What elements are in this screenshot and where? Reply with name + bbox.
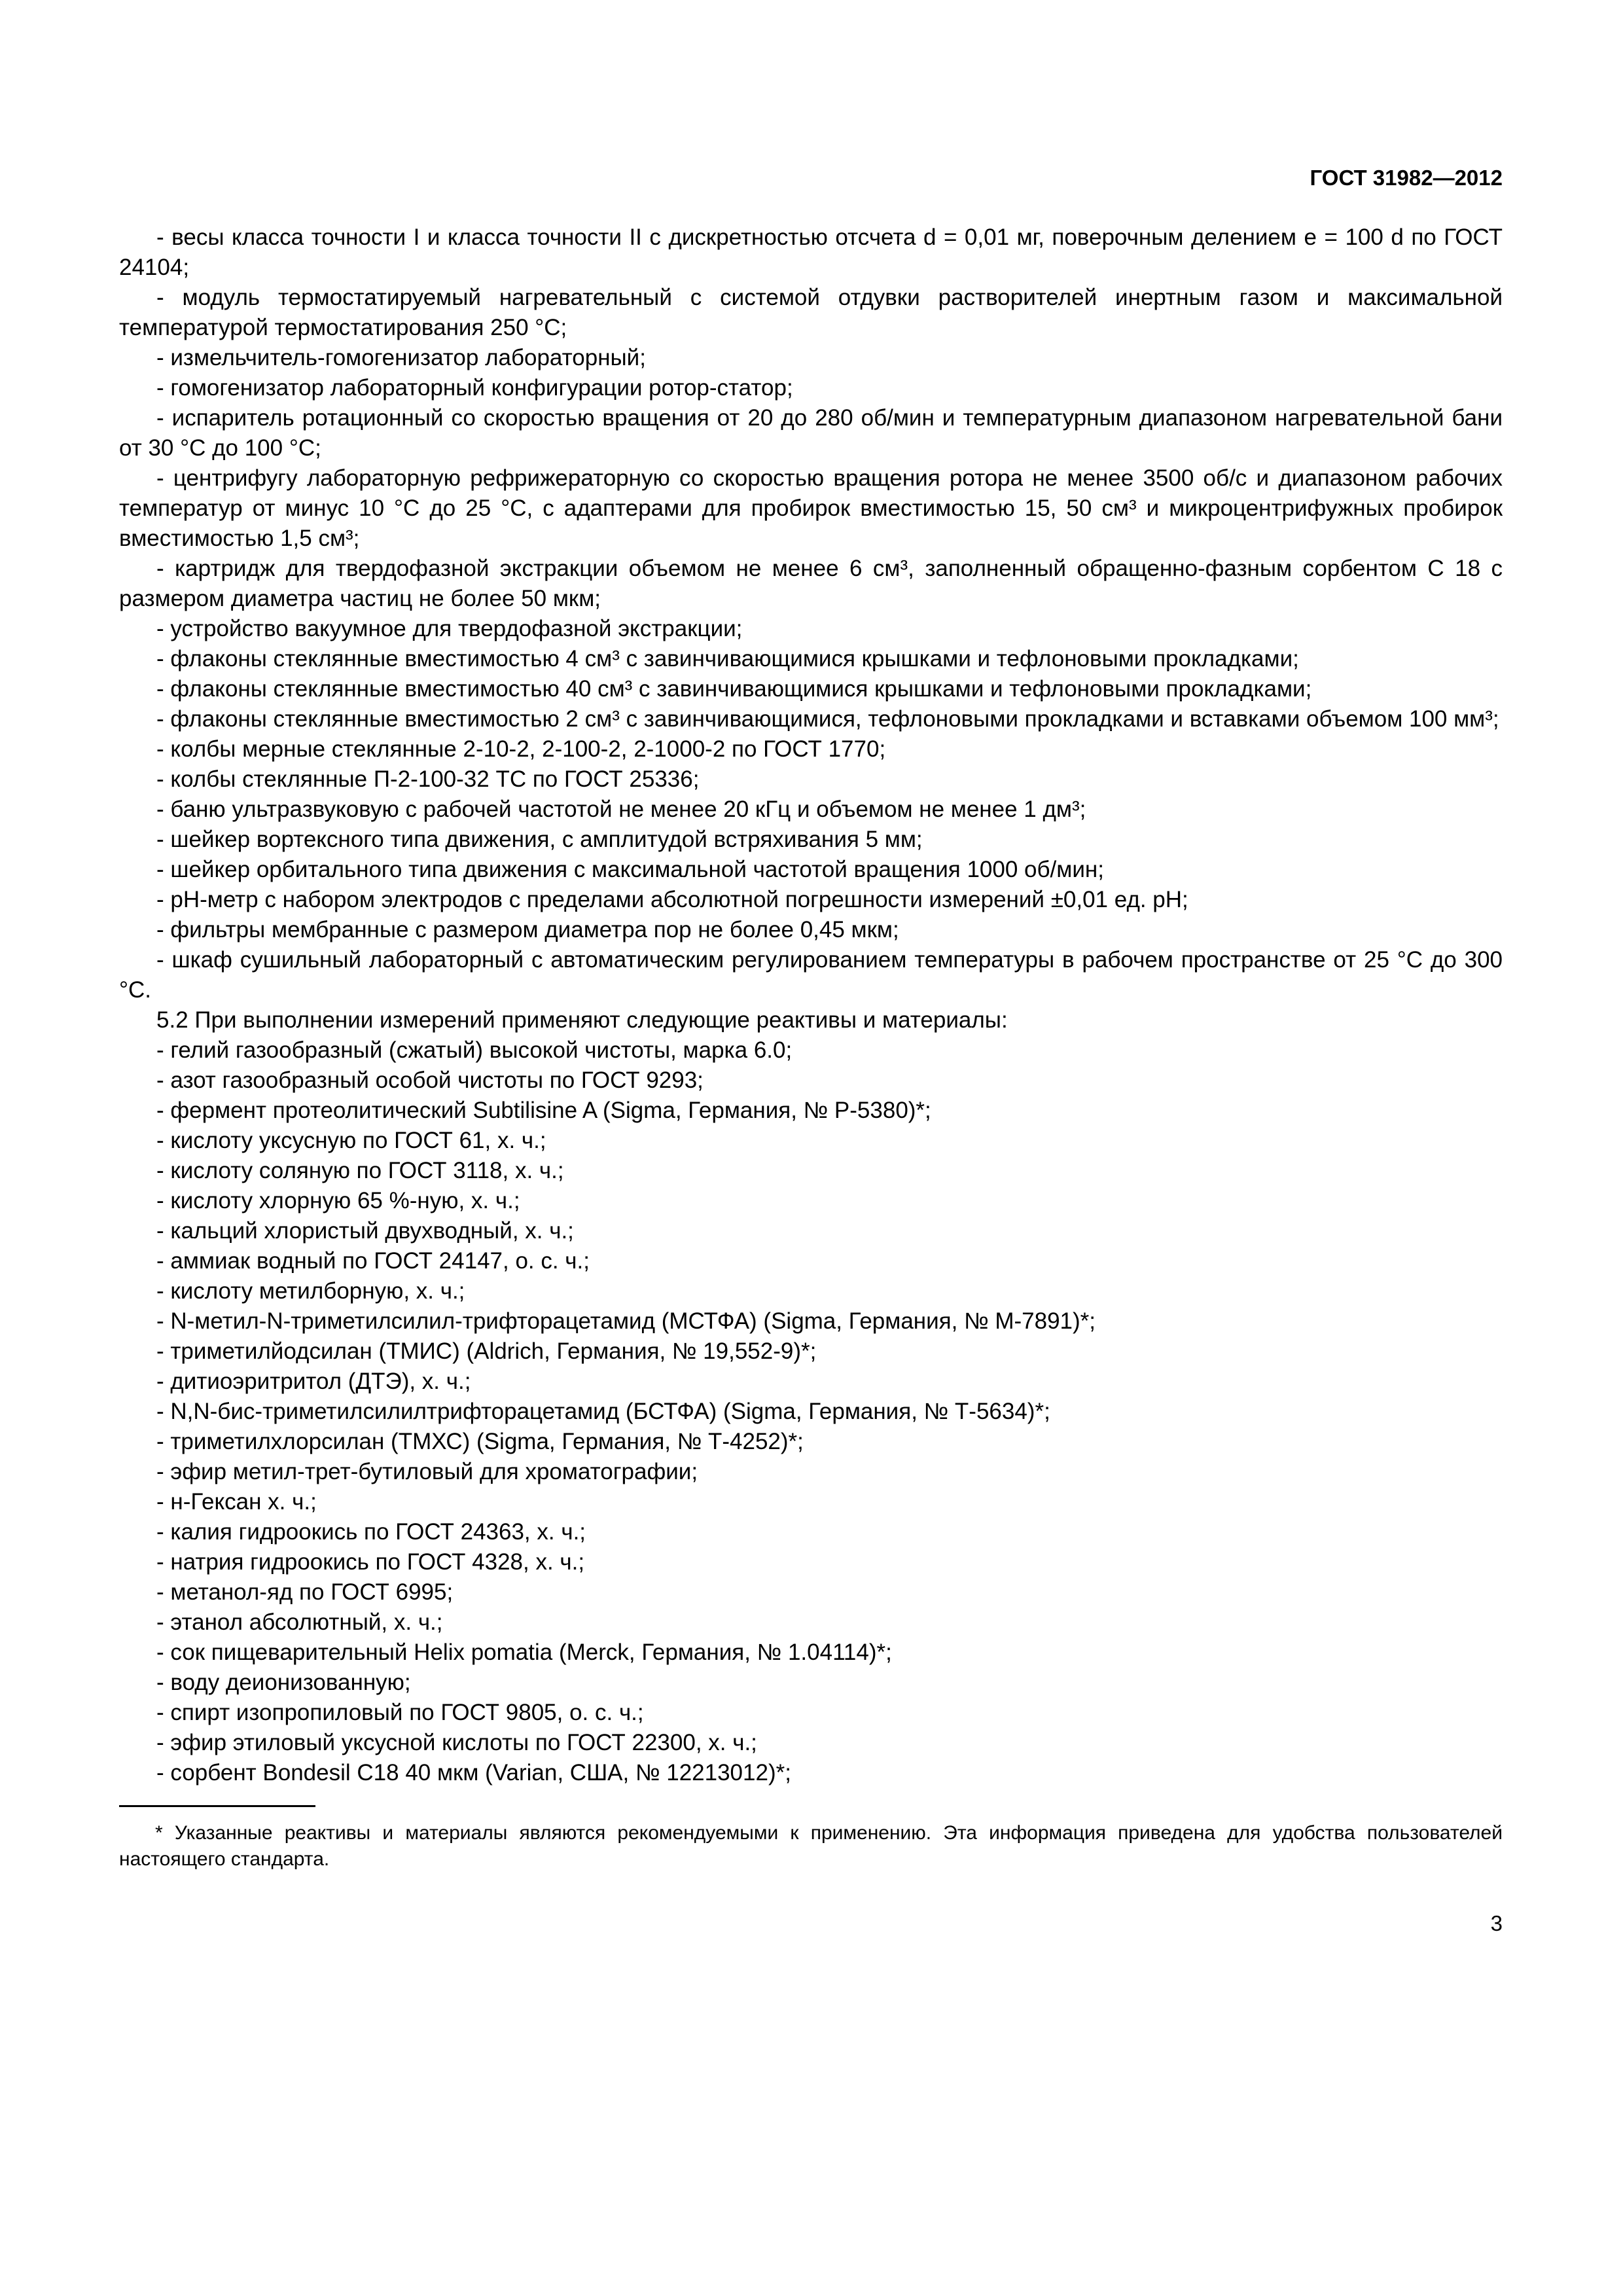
paragraph: - флаконы стеклянные вместимостью 40 см³ с завинчивающимися крышками и тефлоновыми прокладками; <box>156 676 1312 702</box>
paragraph: - спирт изопропиловый по ГОСТ 9805, о. с. ч.; <box>156 1700 644 1725</box>
paragraph: - кислоту уксусную по ГОСТ 61, х. ч.; <box>156 1128 546 1153</box>
paragraph: - сок пищеварительный Helix pomatia (Merck, Германия, № 1.04114)*; <box>156 1640 892 1665</box>
footnote-divider <box>119 1805 315 1807</box>
paragraph: - кислоту хлорную 65 %-ную, х. ч.; <box>156 1188 520 1213</box>
paragraph: - воду деионизованную; <box>156 1670 411 1695</box>
paragraph: - испаритель ротационный со скоростью вращения от 20 до 280 об/мин и температурным диапазоном нагревательной бани от 30 °С до 100 °С; <box>119 405 1503 461</box>
running-header: ГОСТ 31982—2012 <box>1310 166 1503 190</box>
paragraph: - баню ультразвуковую с рабочей частотой не менее 20 кГц и объемом не менее 1 дм³; <box>156 797 1086 822</box>
paragraph: - устройство вакуумное для твердофазной экстракции; <box>156 616 743 641</box>
paragraph: - гелий газообразный (сжатый) высокой чистоты, марка 6.0; <box>156 1037 793 1063</box>
paragraph: - сорбент Bondesil C18 40 мкм (Varian, США, № 12213012)*; <box>156 1760 791 1785</box>
footnote: * Указанные реактивы и материалы являются рекомендуемыми к применению. Эта информация приведена для удобства пользователей настоящего стандарта. <box>119 1822 1503 1870</box>
paragraph: - колбы мерные стеклянные 2-10-2, 2-100-2, 2-1000-2 по ГОСТ 1770; <box>156 736 886 762</box>
paragraph: - эфир метил-трет-бутиловый для хроматографии; <box>156 1459 698 1484</box>
paragraph: - кислоту метилборную, х. ч.; <box>156 1278 465 1304</box>
paragraph: - флаконы стеклянные вместимостью 2 см³ с завинчивающимися, тефлоновыми прокладками и вставками объемом 100 мм³; <box>156 706 1499 732</box>
paragraph: - натрия гидроокись по ГОСТ 4328, х. ч.; <box>156 1549 585 1575</box>
paragraph: - N-метил-N-триметилсилил-трифторацетамид (МСТФА) (Sigma, Германия, № М-7891)*; <box>156 1308 1096 1334</box>
paragraph: - метанол-яд по ГОСТ 6995; <box>156 1579 454 1605</box>
paragraph: - дитиоэритритол (ДТЭ), х. ч.; <box>156 1369 471 1394</box>
paragraph: - pH-метр с набором электродов с пределами абсолютной погрешности измерений ±0,01 ед. pH; <box>156 887 1188 912</box>
paragraph: - гомогенизатор лабораторный конфигурации ротор-статор; <box>156 375 793 401</box>
paragraph: - триметилхлорсилан (ТМХС) (Sigma, Германия, № Т-4252)*; <box>156 1429 804 1454</box>
paragraph: - флаконы стеклянные вместимостью 4 см³ с завинчивающимися крышками и тефлоновыми прокладками; <box>156 646 1299 672</box>
paragraph: - кислоту соляную по ГОСТ 3118, х. ч.; <box>156 1158 564 1183</box>
paragraph: - весы класса точности I и класса точности II с дискретностью отсчета d = 0,01 мг, поверочным делением е = 100 d по ГОСТ 24104; <box>119 224 1503 280</box>
paragraph: - аммиак водный по ГОСТ 24147, о. с. ч.; <box>156 1248 590 1274</box>
paragraph: 5.2 При выполнении измерений применяют следующие реактивы и материалы: <box>156 1007 1008 1033</box>
paragraph: - центрифугу лабораторную рефрижераторную со скоростью вращения ротора не менее 3500 об/с и диапазоном рабочих температур от минус 10 °С до 25 °С, с адаптерами для пробирок вместимостью 15, 50 см³ и микроцентрифужных пробирок вместимостью 1,5 см³; <box>119 465 1503 551</box>
paragraph: - азот газообразный особой чистоты по ГОСТ 9293; <box>156 1067 704 1093</box>
paragraph: - колбы стеклянные П-2-100-32 ТС по ГОСТ 25336; <box>156 766 700 792</box>
paragraph: - эфир этиловый уксусной кислоты по ГОСТ 22300, х. ч.; <box>156 1730 757 1755</box>
paragraph: - фермент протеолитический Subtilisine A (Sigma, Германия, № Р-5380)*; <box>156 1098 931 1123</box>
document-body <box>119 223 1503 1788</box>
paragraph: - кальций хлористый двухводный, х. ч.; <box>156 1218 574 1244</box>
page-number: 3 <box>1490 1911 1503 1935</box>
paragraph: - шейкер вортексного типа движения, с амплитудой встряхивания 5 мм; <box>156 827 923 852</box>
paragraph: - триметилйодсилан (ТМИС) (Aldrich, Германия, № 19,552-9)*; <box>156 1338 817 1364</box>
paragraph: - N,N-бис-триметилсилилтрифторацетамид (БСТФА) (Sigma, Германия, № Т-5634)*; <box>156 1399 1050 1424</box>
paragraph: - картридж для твердофазной экстракции объемом не менее 6 см³, заполненный обращенно-фазным сорбентом С 18 с размером диаметра частиц не более 50 мкм; <box>119 556 1503 611</box>
paragraph: - этанол абсолютный, х. ч.; <box>156 1609 443 1635</box>
paragraph: - шкаф сушильный лабораторный с автоматическим регулированием температуры в рабочем пространстве от 25 °С до 300 °С. <box>119 947 1503 1003</box>
paragraph: - шейкер орбитального типа движения с максимальной частотой вращения 1000 об/мин; <box>156 857 1104 882</box>
paragraph: - измельчитель-гомогенизатор лабораторный; <box>156 345 646 370</box>
paragraph: - н-Гексан х. ч.; <box>156 1489 317 1515</box>
paragraph: - фильтры мембранные с размером диаметра пор не более 0,45 мкм; <box>156 917 899 942</box>
paragraph: - калия гидроокись по ГОСТ 24363, х. ч.; <box>156 1519 586 1545</box>
paragraph: - модуль термостатируемый нагревательный с системой отдувки растворителей инертным газом и максимальной температурой термостатирования 250 °С; <box>119 285 1503 340</box>
